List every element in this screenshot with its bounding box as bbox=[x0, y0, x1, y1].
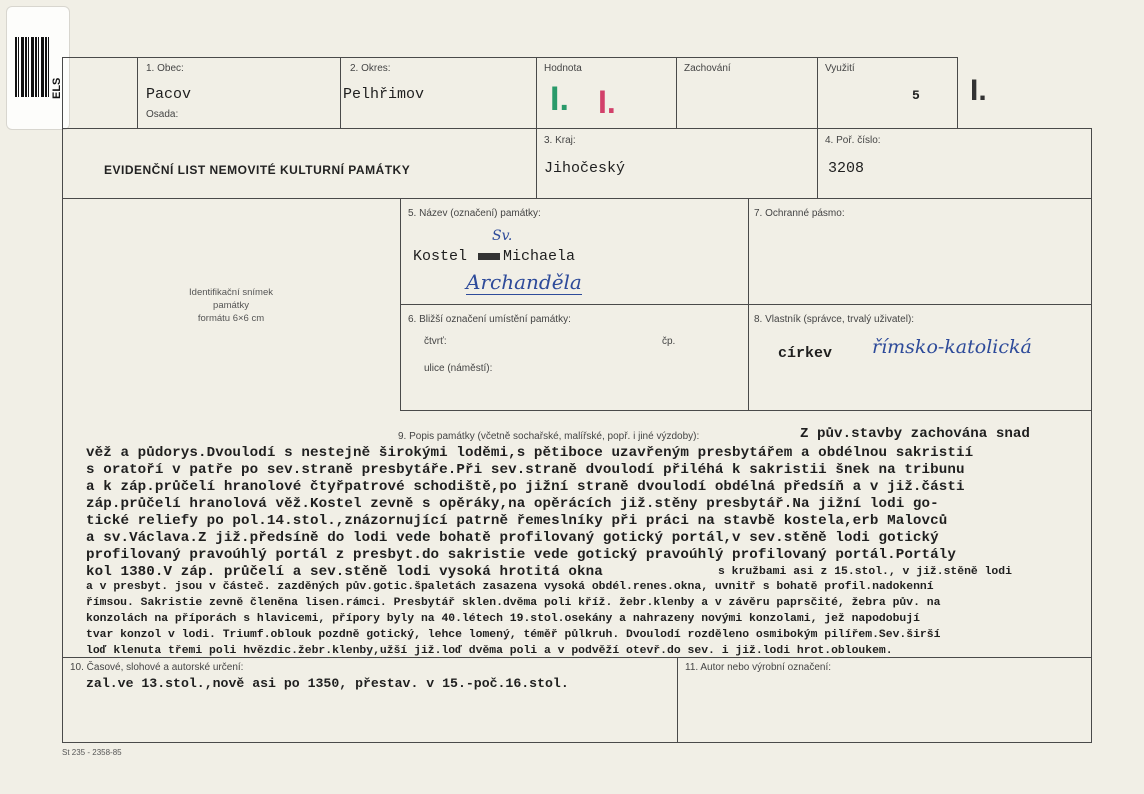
photo-line-1: Identifikační snímek bbox=[189, 287, 273, 298]
autor-label: 11. Autor nebo výrobní označení: bbox=[685, 662, 832, 673]
barcode-sticker bbox=[6, 6, 70, 130]
popis-line-7: profilovaný pravoúhlý portál z presbyt.do sakristie vede gotický pravoúhlý profilovaný portál.Portály bbox=[86, 547, 957, 563]
nazev-hand-line: Archanděla bbox=[466, 270, 582, 294]
popis-line-8: kol 1380.V záp. průčelí a sev.stěně lodi vysoká hrotitá okna bbox=[86, 564, 603, 580]
vyuziti-label: Využití bbox=[825, 63, 855, 74]
popis-line-3: a k záp.průčelí hranolové čtyřpatrové schodiště,po jižní straně dvoulodí obdélná předsíň a v již.části bbox=[86, 479, 965, 495]
sticker-code: ELS bbox=[51, 77, 63, 99]
popis-line-6: a sv.Václava.Z již.předsíně do lodi vede bohatě profilovaný gotický portál,v sev.stěně lodi gotický bbox=[86, 530, 939, 546]
popis-line-1: věž a půdorys.Dvoulodí s nestejně širokými loděmi,s pětiboce uzavřeným presbytářem a obdélnou sakristií bbox=[86, 445, 974, 461]
nazev-insert: Sv. bbox=[492, 228, 513, 244]
hodnota-mark-2: I. bbox=[598, 84, 616, 120]
casove-value: zal.ve 13.stol.,nově asi po 1350, přestav. v 15.-poč.16.stol. bbox=[86, 676, 569, 691]
popis-line-13: loď klenuta třemi poli hvězdic.žebr.klenby,užší již.loď dvěma poli a v podvěží otevř.do sev. i již.lodi hrot.obloukem. bbox=[86, 645, 893, 657]
hodnota-label: Hodnota bbox=[544, 63, 582, 74]
popis-line-5: tické reliefy po pol.14.stol.,znázornující patrně řemeslníky při práci na stavbě kostela,erb Malovců bbox=[86, 513, 948, 529]
por-cislo-label: 4. Poř. číslo: bbox=[825, 135, 881, 146]
zachovani-label: Zachování bbox=[684, 63, 731, 74]
hodnota-mark-1: I. bbox=[550, 80, 569, 118]
barcode-icon bbox=[15, 37, 49, 97]
nazev-label: 5. Název (označení) památky: bbox=[408, 208, 541, 219]
kraj-value: Jihočeský bbox=[544, 160, 626, 177]
form-code: St 235 - 2358-85 bbox=[62, 748, 122, 757]
por-cislo-value: 3208 bbox=[828, 160, 865, 177]
ochranne-label: 7. Ochranné pásmo: bbox=[754, 208, 845, 219]
popis-line-8-tail: s kružbami asi z 15.stol., v již.stěně lodi bbox=[718, 566, 1012, 578]
vlastnik-label: 8. Vlastník (správce, trvalý uživatel): bbox=[754, 314, 915, 325]
vlastnik-hand-value: římsko-katolická bbox=[872, 336, 1032, 358]
vyuziti-value: 5 bbox=[912, 88, 920, 103]
popis-line-10: římsou. Sakristie zevně členěna lisen.rámci. Presbytář sklen.dvěma poli kříž. žebr.klenby a v závěru paprsčité, žebra pův. na bbox=[86, 597, 941, 609]
popis-line-11: konzolách na příporách s hlavicemi, přípory byly na 40.létech 19.stol.osekány a nahrazeny novými konzolami, jež napodobují bbox=[86, 613, 920, 625]
osada-label: Osada: bbox=[146, 109, 179, 120]
photo-line-2: památky bbox=[213, 300, 249, 311]
photo-placeholder bbox=[150, 286, 312, 325]
nazev-prefix: Kostel bbox=[413, 248, 468, 265]
corner-mark: I. bbox=[970, 74, 987, 107]
popis-line-2: s oratoří v patře po sev.straně presbytáře.Při sev.straně dvoulodí přiléhá k sakristii šnek na tribunu bbox=[86, 462, 965, 478]
strikeout-mark bbox=[478, 253, 500, 260]
page-title: EVIDENČNÍ LIST NEMOVITÉ KULTURNÍ PAMÁTKY bbox=[104, 163, 411, 177]
casove-label: 10. Časové, slohové a autorské určení: bbox=[70, 662, 244, 673]
popis-first: Z pův.stavby zachována snad bbox=[800, 426, 1030, 442]
popis-line-4: záp.průčelí hranolová věž.Kostel zevně s opěráky,na opěrácích již.stěny presbytář.Na jižní lodi go- bbox=[86, 496, 939, 512]
umisteni-label: 6. Bližší označení umístění památky: bbox=[408, 314, 571, 325]
okres-value: Pelhřimov bbox=[343, 86, 425, 103]
obec-value: Pacov bbox=[146, 86, 192, 103]
photo-line-3: formátu 6×6 cm bbox=[197, 313, 265, 324]
okres-label: 2. Okres: bbox=[350, 63, 391, 74]
header-row-frame bbox=[62, 57, 958, 129]
ctvrt-label: čtvrť: bbox=[424, 336, 447, 347]
kraj-label: 3. Kraj: bbox=[544, 135, 576, 146]
popis-line-12: tvar konzol v lodi. Triumf.oblouk pozdně gotický, lehce lomený, téměř půlkruh. Dvoulodí rozděleno osmibokým pilířem.Sev.širší bbox=[86, 629, 941, 641]
popis-line-9: a v presbyt. jsou v částeč. zazděných pův.gotic.špaletách zasazena vysoká obdél.renes.okna, uvnitř s bohatě profil.nadokenní bbox=[86, 581, 934, 593]
ulice-label: ulice (náměstí): bbox=[424, 363, 493, 374]
cp-label: čp. bbox=[662, 336, 676, 347]
nazev-suffix: Michaela bbox=[503, 248, 576, 265]
popis-label: 9. Popis památky (včetně sochařské, malířské, popř. i jiné výzdoby): bbox=[398, 431, 700, 442]
vlastnik-value: církev bbox=[778, 345, 833, 362]
obec-label: 1. Obec: bbox=[146, 63, 184, 74]
